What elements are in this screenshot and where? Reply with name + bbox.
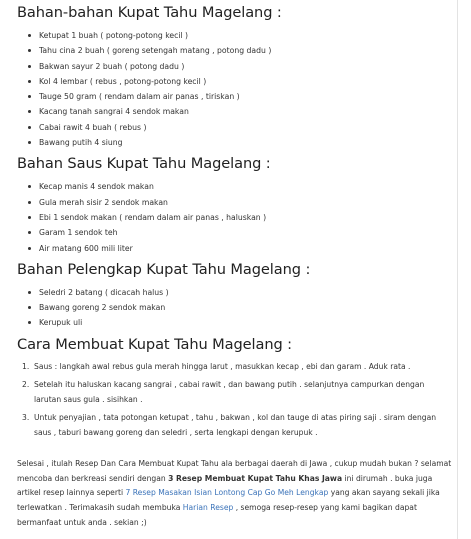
section-heading: Bahan Pelengkap Kupat Tahu Magelang : [17,260,311,278]
ingredients-sauce-section [17,153,457,255]
list-item: Kecap manis 4 sendok makan [39,179,457,194]
step-list [17,360,457,441]
step-item [22,360,457,375]
step-number: 2. [22,380,30,390]
step-number: 3. [22,413,30,423]
step-text: Saus : langkah awal rebus gula merah hingga larut , masukkan kecap , ebi dan garam . Aduk rata . [34,361,411,371]
section-heading: Cara Membuat Kupat Tahu Magelang : [17,335,292,353]
list-item: Ketupat 1 buah ( potong-potong kecil ) [39,28,457,43]
list-item: Garam 1 sendok teh [39,225,457,240]
list-item: Tahu cina 2 buah ( goreng setengah matang , potong dadu ) [39,43,457,58]
list-item: Kerupuk uli [39,315,457,330]
ingredient-list [17,285,457,331]
step-text: Untuk penyajian , tata potongan ketupat , tahu , bakwan , kol dan tauge di atas piring saji . siram dengan saus , taburi bawang goreng dan seledri , serta lengkapi dengan kerupuk . [34,413,437,437]
step-item [22,378,457,407]
ingredients-main-section [17,2,457,150]
list-item: Kol 4 lembar ( rebus , potong-potong kecil ) [39,74,457,89]
step-item [22,411,457,440]
list-item: Bawang goreng 2 sendok makan [39,300,457,315]
closing-paragraph [17,457,457,530]
list-item: Cabai rawit 4 buah ( rebus ) [39,120,457,135]
ingredient-list [17,179,457,255]
list-item: Ebi 1 sendok makan ( rendam dalam air panas , haluskan ) [39,210,457,225]
method-section [17,334,457,441]
site-name-link[interactable]: Harian Resep [182,503,234,513]
section-heading: Bahan Saus Kupat Tahu Magelang : [17,155,271,173]
closing-text: ini dirumah . buka juga artikel resep lainnya seperti [17,473,433,498]
related-recipe-link[interactable]: 7 Resep Masakan Isian Lontong Cap Go Meh Lengkap [125,488,329,498]
list-item: Seledri 2 batang ( dicacah halus ) [39,285,457,300]
list-item: Air matang 600 mili liter [39,241,457,256]
closing-text: Selesai , itulah Resep Dan Cara Membuat Kupat Tahu ala berbagai daerah di Jawa , cukup mudah bukan ? selamat mencoba dan berkreasi sendiri dengan [17,459,452,483]
step-text: Setelah itu haluskan kacang sangrai , cabai rawit , dan bawang putih . selanjutnya campurkan dengan larutan saus gula . sisihkan . [34,380,425,404]
list-item: Bawang putih 4 siung [39,135,457,150]
step-number: 1. [22,361,30,371]
closing-text: , semoga resep-resep yang kami bagikan dapat bermanfaat untuk anda . sekian ;) [17,503,417,527]
list-item: Kacang tanah sangrai 4 sendok makan [39,104,457,119]
list-item: Tauge 50 gram ( rendam dalam air panas , tiriskan ) [39,89,457,104]
ingredient-list [17,28,457,150]
section-heading: Bahan-bahan Kupat Tahu Magelang : [17,4,282,21]
list-item: Gula merah sisir 2 sendok makan [39,195,457,210]
ingredients-complement-section [17,259,457,331]
closing-bold-text: 3 Resep Membuat Kupat Tahu Khas Jawa [168,473,343,483]
list-item: Bakwan sayur 2 buah ( potong dadu ) [39,59,457,74]
closing-text: yang akan sayang sekali jika terlewatkan . Terimakasih sudah membuka [17,488,440,513]
